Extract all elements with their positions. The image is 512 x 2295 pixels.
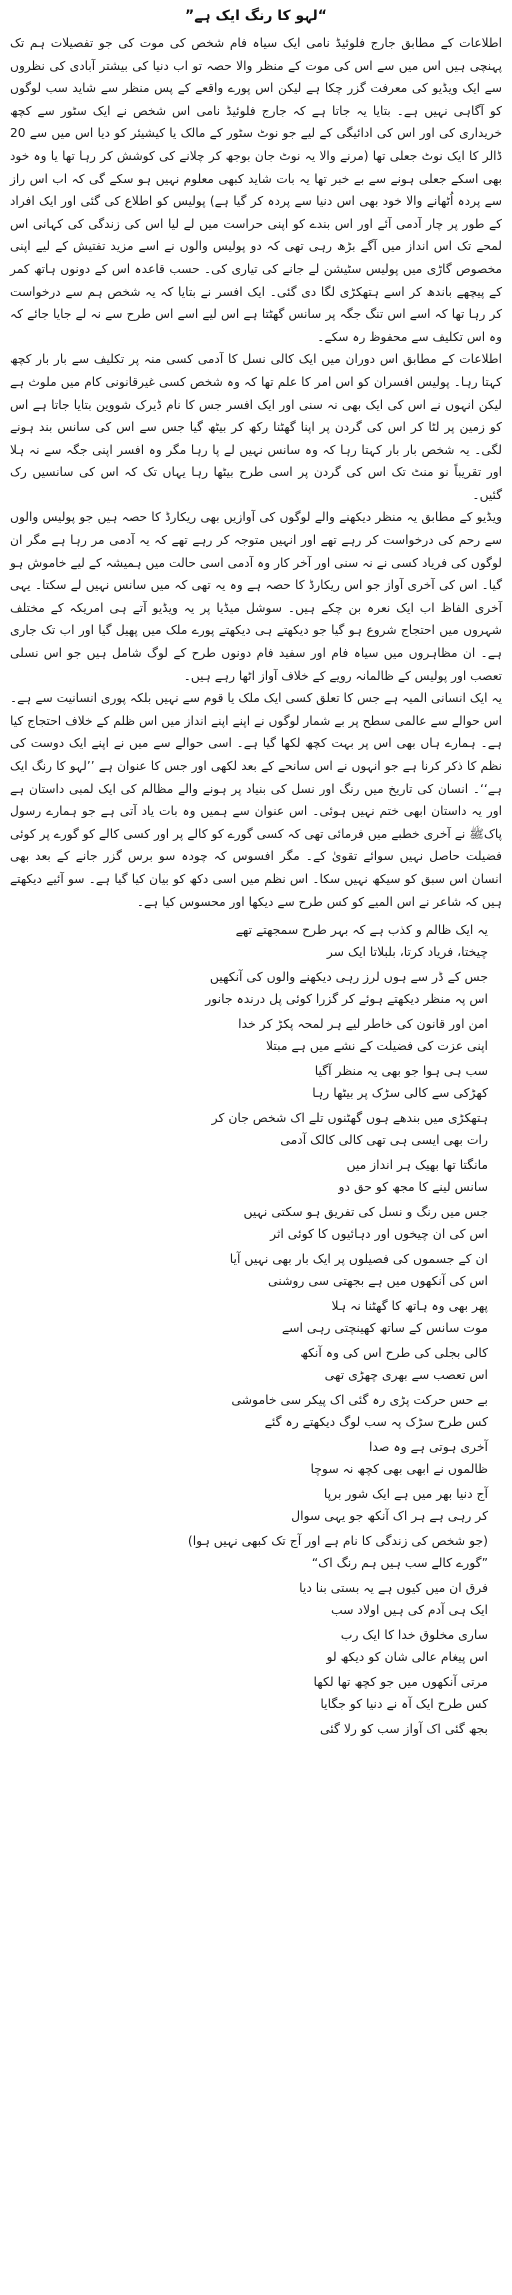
poem-line: بجھ گئی اک آواز سب کو رلا گئی xyxy=(319,1721,488,1737)
poem-line: ”گورے کالے سب ہیں ہم رنگ اک“ xyxy=(311,1555,488,1571)
poem-line: اس کی ان چیخوں اور دہائیوں کا کوئی اثر xyxy=(270,1226,488,1242)
article-paragraph: ویڈیو کے مطابق یہ منظر دیکھنے والے لوگوں کی آوازیں بھی ریکارڈ کا حصہ ہیں جو پولیس والوں سے رحم کی درخواست کر رہے تھے اور انہیں متوجہ کر رہے تھے کہ یہ آدمی مر رہا ہے مگر ان لوگوں کی فریاد کسی نے نہ سنی اور آخر کار وہ آدمی اسی حالت میں ہمیشہ کے لیے خاموش ہو گیا۔ اس کی آخری آواز جو اس ریکارڈ کا حصہ ہے وہ یہ تھی کہ میں سانس نہیں لے سکتا۔ یہی آخری الفاظ اب ایک نعرہ بن چکے ہیں۔ سوشل میڈیا پر یہ ویڈیو آتے ہی امریکہ کے مختلف شہروں میں احتجاج شروع ہو گیا جو دیکھتے ہی دیکھتے پورے ملک میں پھیل گیا اور اب تک جاری ہے۔ ان مظاہروں میں سیاہ فام اور سفید فام دونوں طرح کے لوگ شامل ہیں جو اس نسلی تعصب اور پولیس کے ظالمانہ رویے کے خلاف آواز اٹھا رہے ہیں۔ xyxy=(10,510,503,683)
poem-line: ان کے جسموں کی فصیلوں پر ایک بار بھی نہیں آیا xyxy=(229,1251,488,1267)
poem-line: اس پیغام عالی شان کو دیکھ لو xyxy=(326,1649,488,1665)
poem-line: امن اور قانون کی خاطر لیے ہر لمحہ پکڑ کر خدا xyxy=(238,1016,488,1032)
poem-line: کھڑکی سے کالی سڑک پر بیٹھا رہا xyxy=(312,1085,488,1101)
article-paragraph: اطلاعات کے مطابق اس دوران میں ایک کالی نسل کا آدمی کسی منہ پر تکلیف سے بار بار کچھ کہتا رہا۔ پولیس افسران کو اس امر کا علم تھا کہ وہ شخص کسی غیرقانونی کام میں ملوث ہے لیکن انہوں نے اس کی ایک بھی نہ سنی اور ایک افسر جس کا نام ڈیرک شووین بتایا جاتا ہے اس کو زمین پر لٹا کر اس کی گردن پر اپنا گھٹنا رکھ کر بیٹھ گیا جس سے اس کی سانس بند ہونے لگی۔ یہ شخص بار بار کہتا رہا کہ وہ سانس نہیں لے پا رہا مگر وہ افسر اپنی جگہ سے نہ ہلا اور تقریباً نو منٹ تک اس کی گردن پر اسی طرح بیٹھا رہا یہاں تک کہ اس کی سانسیں رک گئیں۔ xyxy=(10,352,502,502)
article-paragraph: اطلاعات کے مطابق جارج فلوئیڈ نامی ایک سیاہ فام شخص کی موت کی جو تفصیلات ہم تک پہنچی ہیں اس میں سے اس کی موت کے منظر والا حصہ تو اب دنیا کی بیشتر آبادی کی نظروں سے ایک ویڈیو کی معرفت گزر چکا ہے لیکن اس پورے واقعے کے پس منظر سے شاید سب لوگوں کو آگاہی نہیں ہے۔ بتایا یہ جاتا ہے کہ جارج فلوئیڈ نامی اس شخص نے ایک سٹور سے کچھ خریداری کی اور اس کی ادائیگی کے لیے جو نوٹ سٹور کے مالک یا کیشیئر کو دیا اس میں سے 20 ڈالر کا ایک نوٹ جعلی تھا (مرنے والا یہ نوٹ جان بوجھ کر چلانے کی کوشش کر رہا تھا یا وہ خود بھی اسکے جعلی ہونے سے بے خبر تھا یہ بات شاید کبھی معلوم نہیں ہو سکے گی کہ اب اس راز سے پردہ اُٹھانے والا خود بھی اس دنیا سے پردہ کر گیا ہے) پولیس کو اطلاع کی گئی اور ایک افراد کے طور پر چار آدمی آئے اور اس بندے کو اپنی حراست میں لے لیا اس کی زندگی کی کہانی اس لمحے تک اس انداز میں آگے بڑھ رہی تھی کہ دو پولیس والوں نے اسے مزید تفتیش کے لیے اپنی مخصوص گاڑی میں پولیس سٹیشن لے جانے کی تیاری کی۔ حسب قاعدہ اس کے دونوں ہاتھ کمر کے پیچھے باندھ کر اسے ہتھکڑی لگا دی گئی۔ ایک افسر نے بتایا کہ یہ شخص ہم سے درخواست کر رہا تھا کہ اسے اس تنگ جگہ پر سانس گھٹتا ہے اس لیے اسے اس طرح سے نہ لے جایا جائے کہ وہ اس تکلیف سے محفوظ رہ سکے۔ xyxy=(10,36,502,344)
poem-line: کس طرح ایک آہ نے دنیا کو جگایا xyxy=(320,1696,488,1712)
poem-line: ساری مخلوق خدا کا ایک رب xyxy=(340,1627,488,1643)
poem-line: سب ہی ہوا جو بھی یہ منظر آگیا xyxy=(314,1063,488,1079)
poem-line: ایک ہی آدم کی ہیں اولاد سب xyxy=(330,1602,488,1618)
poem-line: سانس لینے کا مجھ کو حق دو xyxy=(338,1179,488,1195)
poem-line: ظالموں نے ابھی بھی کچھ نہ سوچا xyxy=(310,1461,488,1477)
poem-line: اس کی آنکھوں میں ہے بجھتی سی روشنی xyxy=(268,1273,488,1289)
poem-line: ہتھکڑی میں بندھے ہوں گھٹنوں تلے اک شخص جان کر xyxy=(211,1110,488,1126)
poem-line: کر رہی ہے ہر اک آنکھ جو یہی سوال xyxy=(291,1508,488,1524)
poem-line: موت سانس کے ساتھ کھینچتی رہی اسے xyxy=(281,1320,488,1336)
poem-line: فرق ان میں کیوں ہے یہ بستی بنا دیا xyxy=(299,1580,488,1596)
poem-line: جس کے ڈر سے ہوں لرز رہی دیکھنے والوں کی آنکھیں xyxy=(209,969,488,985)
poem-line: چیختا، فریاد کرتا، بلبلاتا ایک سر xyxy=(326,944,488,960)
poem-line: کالی بجلی کی طرح اس کی وہ آنکھ xyxy=(300,1345,488,1361)
poem-line: کس طرح سڑک پہ سب لوگ دیکھتے رہ گئے xyxy=(264,1414,488,1430)
article-paragraph: یہ ایک انسانی المیہ ہے جس کا تعلق کسی ایک ملک یا قوم سے نہیں بلکہ پوری انسانیت سے ہے۔ اس حوالے سے عالمی سطح پر بے شمار لوگوں نے اپنے اپنے انداز میں اس ظلم کے خلاف احتجاج کیا ہے۔ ہمارے ہاں بھی اس پر بہت کچھ لکھا گیا ہے۔ اسی حوالے سے میں نے اپنے ایک دوست کی نظم کا ذکر کرنا ہے جو انہوں نے اس سانحے کے بعد لکھی اور جس کا عنوان ہے ’’لہو کا رنگ ایک ہے‘‘۔ انسان کی تاریخ میں رنگ اور نسل کی بنیاد پر ہونے والے مظالم کی ایک لمبی داستان ہے اور یہ داستان ابھی ختم نہیں ہوئی۔ اس عنوان سے ہمیں وہ بات یاد آتی ہے جو ہمارے رسول پاکﷺ نے آخری خطبے میں فرمائی تھی کہ کسی گورے کو کالے پر اور کسی کالے کو گورے پر کوئی فضیلت حاصل نہیں سوائے تقویٰ کے۔ مگر افسوس کہ چودہ سو برس گزر جانے کے بعد بھی انسان اس سبق کو سیکھ نہیں سکا۔ اس نظم میں اسی دکھ کو بیان کیا گیا ہے۔ سو آئیے دیکھتے ہیں کہ شاعر نے اس المیے کو کس طرح سے دیکھا اور محسوس کیا ہے۔ xyxy=(10,691,502,909)
poem-line: اس پہ منظر دیکھتے ہوئے کر گزرا کوئی پل درندہ جانور xyxy=(205,991,488,1007)
poem-line: آخری ہوتی ہے وہ صدا xyxy=(368,1439,488,1455)
poem-line: پھر بھی وہ ہاتھ کا گھٹنا نہ ہلا xyxy=(331,1298,488,1314)
poem-line: رات بھی ایسی ہی تھی کالی کالک آدمی xyxy=(280,1132,488,1148)
poem-block xyxy=(10,919,502,1740)
poem-line: بے حس حرکت پڑی رہ گئی اک پیکر سی خاموشی xyxy=(231,1392,488,1408)
poem-line: اس تعصب سے بھری چھڑی تھی xyxy=(324,1367,488,1383)
poem-line: یہ ایک ظالم و کذب ہے کہ بہر طرح سمجھتے تھے xyxy=(235,922,488,938)
poem-line: جس میں رنگ و نسل کی تفریق ہو سکتی نہیں xyxy=(243,1204,488,1220)
poem-line: مرتی آنکھوں میں جو کچھ تھا لکھا xyxy=(313,1674,488,1690)
poem-line: (جو شخص کی زندگی کا نام ہے اور آج تک کبھی نہیں ہوا) xyxy=(187,1533,488,1549)
poem-line: مانگتا تھا بھیک ہر انداز میں xyxy=(346,1157,488,1173)
poem-line: اپنی عزت کی فضیلت کے نشے میں ہے مبتلا xyxy=(265,1038,488,1054)
article-title: ”لہو کا رنگ ایک ہے“ xyxy=(185,8,327,24)
poem-line: آج دنیا بھر میں ہے ایک شور برپا xyxy=(323,1486,488,1502)
